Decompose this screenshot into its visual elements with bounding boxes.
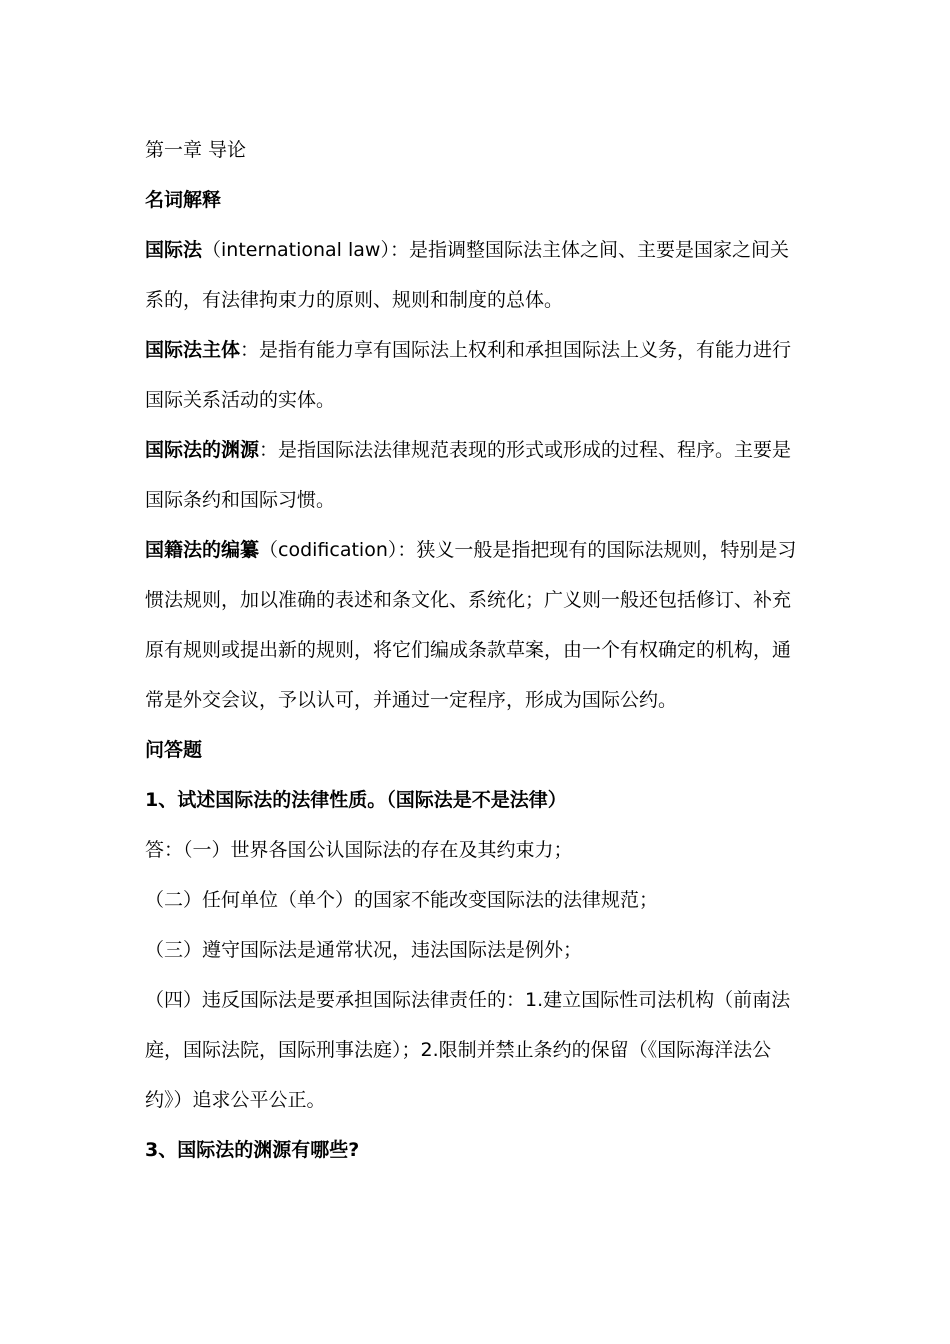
answer-line: （二）任何单位（单个）的国家不能改变国际法的法律规范；	[145, 889, 659, 911]
term-entry	[145, 525, 813, 725]
term-line	[145, 525, 813, 575]
answer-line: 约》）追求公平公正。	[145, 1089, 326, 1111]
term-entry	[145, 425, 813, 525]
term-name: 国际法主体	[145, 339, 241, 361]
term-line	[145, 225, 813, 275]
section-heading-terms: 名词解释	[145, 189, 222, 211]
answer-line: （三）遵守国际法是通常状况，违法国际法是例外；	[145, 939, 583, 961]
answer-line: 庭，国际法院，国际刑事法庭）；2.限制并禁止条约的保留（《国际海洋法公	[145, 1039, 772, 1061]
answer-line: （四）违反国际法是要承担国际法律责任的：1.建立国际性司法机构（前南法	[145, 989, 791, 1011]
term-name: 国际法	[145, 239, 203, 261]
section-heading-qa: 问答题	[145, 739, 203, 761]
chapter-title: 第一章 导论	[145, 139, 247, 161]
answer-1	[145, 825, 813, 1125]
term-definition: 原有规则或提出新的规则，将它们编成条款草案，由一个有权确定的机构，通	[145, 639, 792, 661]
term-definition: 惯法规则，加以准确的表述和条文化、系统化；广义则一般还包括修订、补充	[145, 589, 792, 611]
term-definition: （international law）：是指调整国际法主体之间、主要是国家之间关	[202, 239, 789, 261]
term-line	[145, 325, 813, 375]
term-definition: 国际关系活动的实体。	[145, 389, 336, 411]
term-definition: 常是外交会议，予以认可，并通过一定程序，形成为国际公约。	[145, 689, 678, 711]
answer-line: 答：（一）世界各国公认国际法的存在及其约束力；	[145, 839, 573, 861]
question-3: 3、国际法的渊源有哪些?	[145, 1139, 360, 1161]
term-entry	[145, 225, 813, 325]
term-name: 国籍法的编纂	[145, 539, 260, 561]
term-name: 国际法的渊源	[145, 439, 260, 461]
term-definition: 系的，有法律拘束力的原则、规则和制度的总体。	[145, 289, 564, 311]
term-definition: 国际条约和国际习惯。	[145, 489, 336, 511]
question-1: 1、试述国际法的法律性质。（国际法是不是法律）	[145, 789, 567, 811]
term-entry	[145, 325, 813, 425]
term-definition: ：是指国际法法律规范表现的形式或形成的过程、程序。主要是	[259, 439, 792, 461]
term-definition: （codification）：狭义一般是指把现有的国际法规则，特别是习	[259, 539, 797, 561]
term-line	[145, 425, 813, 475]
term-definition: ：是指有能力享有国际法上权利和承担国际法上义务，有能力进行	[240, 339, 792, 361]
document-page	[145, 125, 813, 1175]
